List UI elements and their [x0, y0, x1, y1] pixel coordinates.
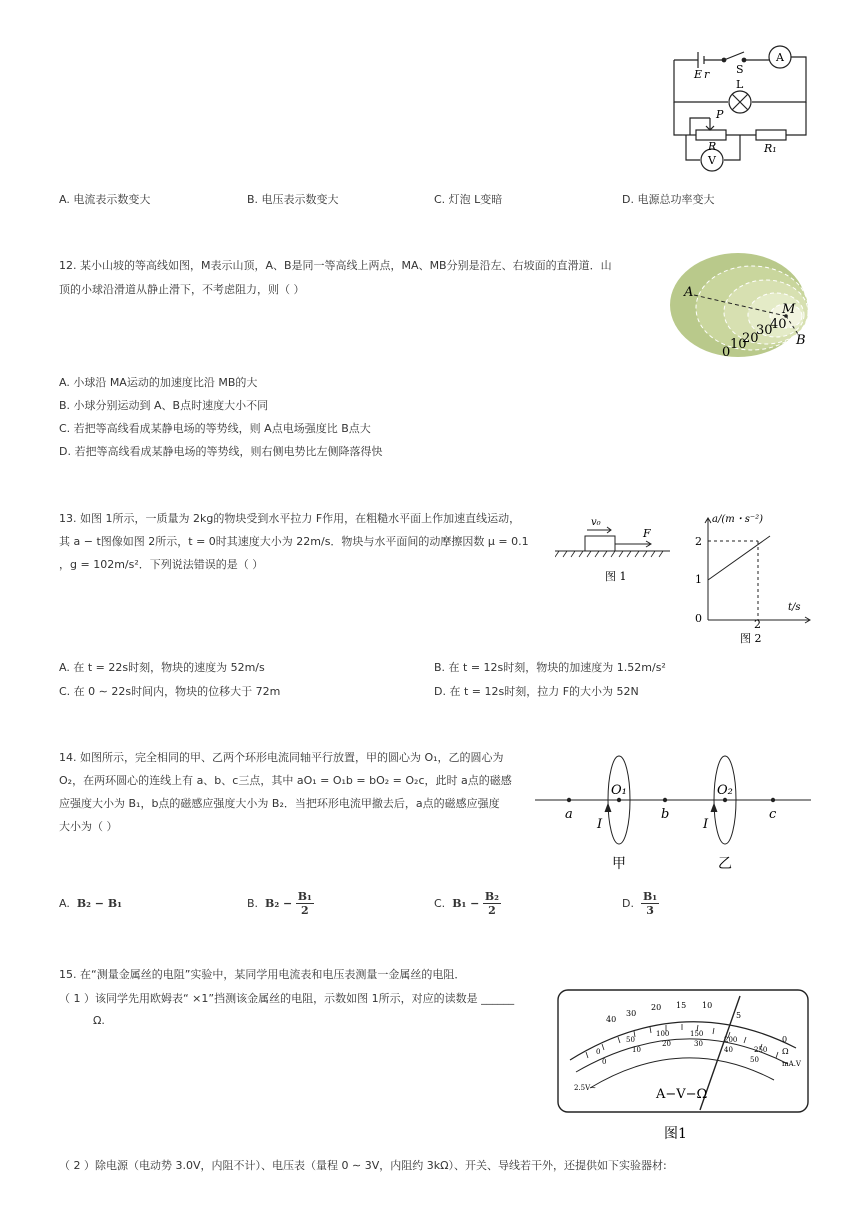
- label-L: L: [736, 78, 744, 91]
- circuit-diagram: [660, 40, 820, 175]
- q11-option-b: B. 电压表示数变大: [247, 193, 339, 206]
- label-E: E: [694, 68, 703, 81]
- top-scale-40: 40: [606, 1015, 617, 1024]
- q13-stem-line1: 13. 如图 1所示，一质量为 2kg的物块受到水平拉力 F作用，在粗糙水平面上作加速直线运动，: [59, 512, 521, 525]
- meter-center-label: A−V−Ω: [656, 1087, 708, 1102]
- label-P: P: [716, 108, 724, 121]
- inner-scale-10: 10: [632, 1046, 641, 1054]
- mid-scale-0: 0: [596, 1048, 601, 1056]
- q12-stem-line1: 12. 某小山坡的等高线如图，M表示山顶，A、B是同一等高线上两点，MA、MB分别是沿左、右坡面的直滑道．山: [59, 259, 612, 272]
- tick-origin: 0: [695, 612, 702, 625]
- inner-scale-40: 40: [724, 1046, 733, 1054]
- label-I2: I: [703, 817, 709, 832]
- label-jia: 甲: [612, 856, 626, 872]
- label-O2: O₂: [717, 783, 733, 798]
- top-scale-20: 20: [651, 1003, 662, 1012]
- label-F: F: [643, 527, 651, 540]
- tick-y1: 1: [695, 573, 702, 586]
- contour-label-20: 20: [742, 331, 759, 346]
- q12-option-c: C. 若把等高线看成某静电场的等势线，则 A点电场强度比 B点大: [59, 422, 371, 435]
- label-R: R: [708, 140, 717, 153]
- v25-label: 2.5V~: [574, 1084, 597, 1092]
- q14-option-a: A. B₂ − B₁: [59, 897, 122, 910]
- mav-label: mA.V: [782, 1060, 801, 1068]
- label-r: r: [704, 68, 710, 81]
- q14-stem-line3: 应强度大小为 B₁，b点的磁感应强度大小为 B₂．当把环形电流甲撤去后，a点的磁感应强度: [59, 797, 500, 810]
- q13-stem-line3: ，g = 102m/s²．下列说法错误的是（ ）: [59, 558, 264, 571]
- q15-stem: 15. 在“测量金属丝的电阻”实验中，某同学用电流表和电压表测量一金属丝的电阻．: [59, 968, 466, 981]
- q13-option-b: B. 在 t = 12s时刻，物块的加速度为 1.52m/s²: [434, 661, 666, 674]
- q14-option-d: D. B₁ 3: [622, 890, 658, 917]
- top-scale-0: 0: [782, 1035, 788, 1044]
- top-scale-10: 10: [702, 1001, 713, 1010]
- q14-stem-line1: 14. 如图所示，完全相同的甲、乙两个环形电流同轴平行放置，甲的圆心为 O₁，乙的圆心为: [59, 751, 504, 764]
- mid-scale-50: 50: [626, 1036, 635, 1044]
- top-scale-15: 15: [676, 1001, 687, 1010]
- q11-option-d: D. 电源总功率变大: [622, 193, 715, 206]
- q15-part1-line1: （ 1 ）该同学先用欧姆表“ ×1”挡测该金属丝的电阻，示数如图 1所示，对应的读数是 ______: [59, 992, 515, 1005]
- graph-xlabel: t/s: [788, 602, 801, 613]
- label-B: B: [796, 333, 806, 348]
- label-a: a: [565, 807, 573, 822]
- q13-option-d: D. 在 t = 12s时刻，拉力 F的大小为 52N: [434, 685, 639, 698]
- meter-caption: 图1: [664, 1126, 687, 1142]
- q13-stem-line2: 其 a − t图像如图 2所示，t = 0时其速度大小为 22m/s．物块与水平面间的动摩擦因数 μ = 0.1: [59, 535, 529, 548]
- omega-label: Ω: [782, 1047, 789, 1056]
- inner-scale-20: 20: [662, 1040, 671, 1048]
- contour-label-10: 10: [730, 337, 747, 352]
- graph-ylabel: a/(m・s⁻²): [712, 514, 764, 525]
- q14-option-b: B. B₂ − $\frac{\text{B₁}}{2}$: [247, 890, 312, 917]
- contour-label-0: 0: [722, 345, 731, 360]
- label-v0: v₀: [591, 517, 601, 528]
- q12-stem-line2: 顶的小球沿滑道从静止滑下，不考虑阻力，则（ ）: [59, 283, 305, 296]
- label-I1: I: [597, 817, 603, 832]
- contour-label-30: 30: [756, 323, 773, 338]
- mid-scale-100: 100: [656, 1030, 670, 1038]
- tick-x2: 2: [754, 618, 761, 631]
- block-figure: [555, 510, 675, 590]
- multimeter-dial: [556, 988, 810, 1148]
- svg-text:V: V: [708, 154, 716, 167]
- inner-scale-0: 0: [602, 1058, 607, 1066]
- q15-part1-line2: Ω.: [93, 1014, 105, 1027]
- fig1-caption: 图 1: [605, 570, 627, 583]
- fig2-caption: 图 2: [740, 632, 762, 645]
- label-A: A: [684, 285, 694, 300]
- q12-option-d: D. 若把等高线看成某静电场的等势线，则右侧电势比左侧降落得快: [59, 445, 383, 458]
- q11-option-a: A. 电流表示数变大: [59, 193, 151, 206]
- q15-part2: （ 2 ）除电源（电动势 3.0V，内阻不计）、电压表（量程 0 ∼ 3V，内阻约 3kΩ）、开关、导线若干外，还提供如下实验器材:: [59, 1159, 667, 1172]
- label-R1: R₁: [764, 142, 777, 155]
- q14-stem-line4: 大小为（ ）: [59, 820, 118, 833]
- mid-scale-150: 150: [690, 1030, 704, 1038]
- label-c: c: [769, 807, 777, 822]
- contour-label-40: 40: [770, 317, 787, 332]
- contour-map: [670, 250, 820, 365]
- label-O1: O₁: [611, 783, 627, 798]
- a-t-graph: [688, 510, 818, 650]
- q12-option-a: A. 小球沿 MA运动的加速度比沿 MB的大: [59, 376, 258, 389]
- top-scale-5: 5: [736, 1011, 742, 1020]
- q11-option-c: C. 灯泡 L变暗: [434, 193, 503, 206]
- label-yi: 乙: [718, 856, 732, 872]
- mid-scale-250: 250: [754, 1046, 768, 1054]
- q13-option-a: A. 在 t = 22s时刻，物块的速度为 52m/s: [59, 661, 265, 674]
- label-b: b: [661, 807, 670, 822]
- inner-scale-50: 50: [750, 1056, 759, 1064]
- q13-option-c: C. 在 0 ∼ 22s时间内，物块的位移大于 72m: [59, 685, 281, 698]
- q14-option-c: C. B₁ − $\frac{\text{B₂}}{2}$: [434, 890, 499, 917]
- ring-currents-figure: [535, 748, 813, 878]
- mid-scale-200: 200: [724, 1036, 738, 1044]
- label-S: S: [736, 63, 744, 76]
- label-M: M: [782, 302, 796, 317]
- tick-y2: 2: [695, 535, 702, 548]
- inner-scale-30: 30: [694, 1040, 703, 1048]
- q14-stem-line2: O₂，在两环圆心的连线上有 a、b、c三点，其中 aO₁ = O₁b = bO₂ = O₂c，此时 a点的磁感: [59, 774, 512, 787]
- top-scale-30: 30: [626, 1009, 637, 1018]
- svg-text:A: A: [776, 51, 784, 64]
- q12-option-b: B. 小球分别运动到 A、B点时速度大小不同: [59, 399, 269, 412]
